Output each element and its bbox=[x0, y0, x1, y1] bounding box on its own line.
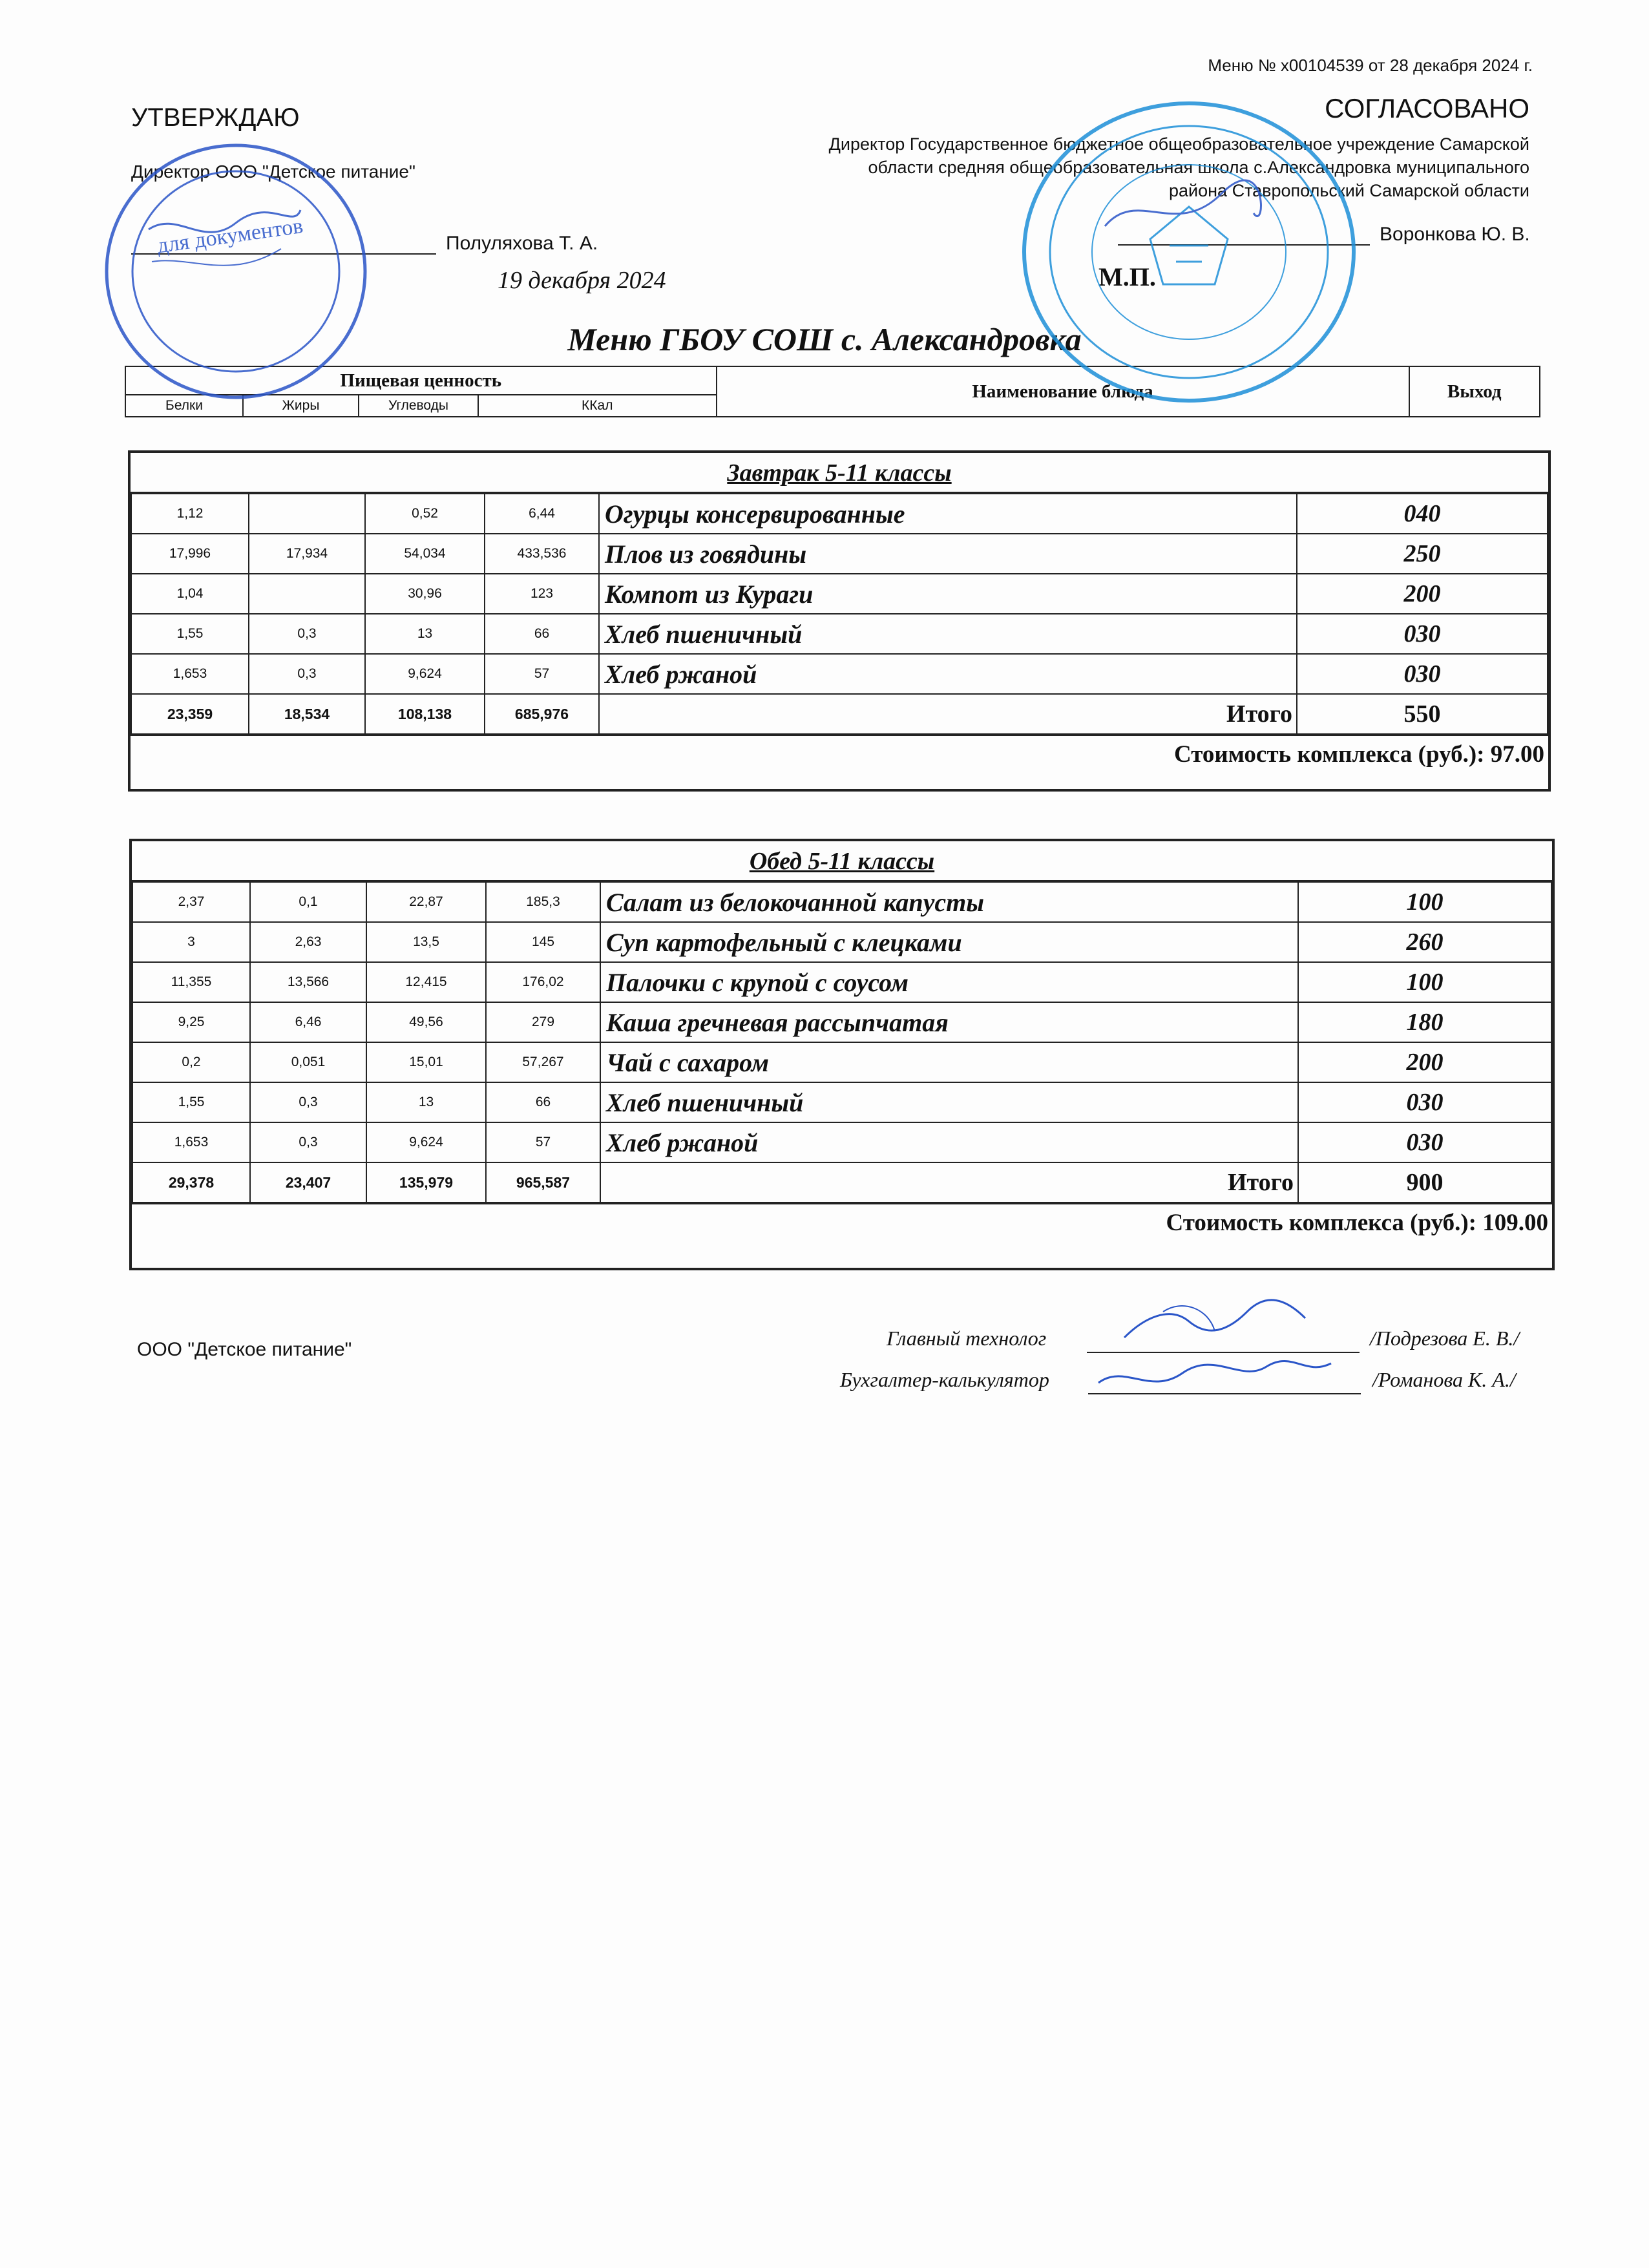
dish-name: Огурцы консервированные bbox=[599, 494, 1297, 534]
proteins-cell: 11,355 bbox=[132, 962, 250, 1002]
breakfast-section bbox=[128, 450, 1551, 792]
fats-cell: 0,1 bbox=[250, 882, 366, 922]
dish-name: Салат из белокочанной капусты bbox=[600, 882, 1298, 922]
yield-cell: 030 bbox=[1298, 1082, 1551, 1122]
total-fats: 23,407 bbox=[250, 1162, 366, 1202]
yield-cell: 030 bbox=[1297, 654, 1548, 694]
carbs-cell: 0,52 bbox=[365, 494, 485, 534]
fats-cell: 0,051 bbox=[250, 1042, 366, 1082]
table-row bbox=[132, 1002, 1551, 1042]
kcal-cell: 6,44 bbox=[485, 494, 599, 534]
table-row bbox=[132, 1082, 1551, 1122]
yield-cell: 030 bbox=[1298, 1122, 1551, 1162]
document-number: Меню № х00104539 от 28 декабря 2024 г. bbox=[1208, 56, 1533, 75]
total-yield: 900 bbox=[1298, 1162, 1551, 1202]
agree-role-line-1: Директор Государственное бюджетное общеобразовательное учреждение Самарской bbox=[828, 134, 1529, 154]
kcal-header: ККал bbox=[478, 395, 717, 417]
lunch-cost: Стоимость комплекса (руб.): 109.00 bbox=[132, 1203, 1552, 1241]
breakfast-title: Завтрак 5-11 классы bbox=[131, 453, 1548, 493]
proteins-cell: 3 bbox=[132, 922, 250, 962]
carbs-header: Углеводы bbox=[359, 395, 478, 417]
carbs-cell: 54,034 bbox=[365, 534, 485, 574]
lunch-section bbox=[129, 839, 1555, 1270]
total-label: Итого bbox=[599, 694, 1297, 734]
dish-name: Хлеб ржаной bbox=[600, 1122, 1298, 1162]
kcal-cell: 57 bbox=[485, 654, 599, 694]
fats-cell: 17,934 bbox=[249, 534, 365, 574]
dish-header: Наименование блюда bbox=[717, 366, 1409, 417]
proteins-cell: 9,25 bbox=[132, 1002, 250, 1042]
table-row bbox=[131, 574, 1548, 614]
kcal-cell: 57,267 bbox=[486, 1042, 600, 1082]
kcal-cell: 66 bbox=[485, 614, 599, 654]
breakfast-cost: Стоимость комплекса (руб.): 97.00 bbox=[131, 735, 1548, 773]
kcal-cell: 123 bbox=[485, 574, 599, 614]
yield-cell: 180 bbox=[1298, 1002, 1551, 1042]
table-row bbox=[131, 494, 1548, 534]
proteins-cell: 1,653 bbox=[131, 654, 249, 694]
fats-cell: 6,46 bbox=[250, 1002, 366, 1042]
kcal-cell: 185,3 bbox=[486, 882, 600, 922]
accountant-name: /Романова К. А./ bbox=[1372, 1368, 1516, 1391]
agree-name: Воронкова Ю. В. bbox=[1380, 224, 1530, 245]
total-kcal: 965,587 bbox=[486, 1162, 600, 1202]
dish-name: Чай с сахаром bbox=[600, 1042, 1298, 1082]
table-row bbox=[132, 1042, 1551, 1082]
yield-cell: 030 bbox=[1297, 614, 1548, 654]
technologist-signature-icon bbox=[1086, 1292, 1357, 1402]
approve-heading: УТВЕРЖДАЮ bbox=[131, 103, 300, 132]
fats-cell: 2,63 bbox=[250, 922, 366, 962]
carbs-cell: 12,415 bbox=[366, 962, 486, 1002]
proteins-cell: 1,55 bbox=[131, 614, 249, 654]
dish-name: Хлеб ржаной bbox=[599, 654, 1297, 694]
yield-cell: 200 bbox=[1298, 1042, 1551, 1082]
carbs-cell: 15,01 bbox=[366, 1042, 486, 1082]
approve-date: 19 декабря 2024 bbox=[498, 267, 666, 294]
technologist-name: /Подрезова Е. В./ bbox=[1370, 1327, 1520, 1350]
total-proteins: 29,378 bbox=[132, 1162, 250, 1202]
proteins-cell: 1,653 bbox=[132, 1122, 250, 1162]
carbs-cell: 49,56 bbox=[366, 1002, 486, 1042]
agree-role-line-2: области средняя общеобразовательная школа с.Александровка муниципального bbox=[868, 158, 1529, 177]
fats-cell: 0,3 bbox=[250, 1082, 366, 1122]
dish-name: Компот из Кураги bbox=[599, 574, 1297, 614]
breakfast-table bbox=[131, 493, 1548, 735]
yield-cell: 040 bbox=[1297, 494, 1548, 534]
fats-cell: 0,3 bbox=[249, 654, 365, 694]
yield-header: Выход bbox=[1409, 366, 1540, 417]
carbs-cell: 30,96 bbox=[365, 574, 485, 614]
fats-cell bbox=[249, 574, 365, 614]
table-row bbox=[132, 922, 1551, 962]
seal-place-label: М.П. bbox=[1098, 262, 1156, 291]
dish-name: Хлеб пшеничный bbox=[600, 1082, 1298, 1122]
approve-name: Полуляхова Т. А. bbox=[446, 233, 598, 254]
kcal-cell: 279 bbox=[486, 1002, 600, 1042]
fats-cell: 13,566 bbox=[250, 962, 366, 1002]
total-label: Итого bbox=[600, 1162, 1298, 1202]
carbs-cell: 13 bbox=[366, 1082, 486, 1122]
dish-name: Каша гречневая рассыпчатая bbox=[600, 1002, 1298, 1042]
table-row bbox=[131, 534, 1548, 574]
total-row bbox=[131, 694, 1548, 734]
total-kcal: 685,976 bbox=[485, 694, 599, 734]
approve-role: Директор ООО "Детское питание" bbox=[131, 162, 415, 182]
school-stamp-icon bbox=[1008, 90, 1370, 414]
proteins-cell: 0,2 bbox=[132, 1042, 250, 1082]
yield-cell: 250 bbox=[1297, 534, 1548, 574]
total-fats: 18,534 bbox=[249, 694, 365, 734]
nutrition-header: Пищевая ценность bbox=[125, 366, 717, 395]
total-yield: 550 bbox=[1297, 694, 1548, 734]
accountant-label: Бухгалтер-калькулятор bbox=[840, 1368, 1049, 1391]
dish-name: Суп картофельный с клецками bbox=[600, 922, 1298, 962]
yield-cell: 100 bbox=[1298, 882, 1551, 922]
total-carbs: 135,979 bbox=[366, 1162, 486, 1202]
carbs-cell: 9,624 bbox=[365, 654, 485, 694]
carbs-cell: 22,87 bbox=[366, 882, 486, 922]
yield-cell: 200 bbox=[1297, 574, 1548, 614]
proteins-cell: 1,55 bbox=[132, 1082, 250, 1122]
page-title: Меню ГБОУ СОШ с. Александровка bbox=[567, 321, 1082, 357]
proteins-cell: 2,37 bbox=[132, 882, 250, 922]
total-row bbox=[132, 1162, 1551, 1202]
lunch-title: Обед 5-11 классы bbox=[132, 841, 1552, 881]
kcal-cell: 66 bbox=[486, 1082, 600, 1122]
total-proteins: 23,359 bbox=[131, 694, 249, 734]
agree-heading: СОГЛАСОВАНО bbox=[1325, 93, 1529, 123]
dish-name: Палочки с крупой с соусом bbox=[600, 962, 1298, 1002]
fats-cell: 0,3 bbox=[249, 614, 365, 654]
kcal-cell: 145 bbox=[486, 922, 600, 962]
technologist-label: Главный технолог bbox=[887, 1327, 1047, 1350]
table-row bbox=[132, 882, 1551, 922]
lunch-table bbox=[132, 881, 1552, 1203]
fats-cell bbox=[249, 494, 365, 534]
kcal-cell: 433,536 bbox=[485, 534, 599, 574]
table-row bbox=[132, 1122, 1551, 1162]
dish-name: Хлеб пшеничный bbox=[599, 614, 1297, 654]
table-row bbox=[131, 654, 1548, 694]
total-carbs: 108,138 bbox=[365, 694, 485, 734]
proteins-cell: 1,04 bbox=[131, 574, 249, 614]
proteins-cell: 17,996 bbox=[131, 534, 249, 574]
table-row bbox=[131, 614, 1548, 654]
dish-name: Плов из говядины bbox=[599, 534, 1297, 574]
carbs-cell: 9,624 bbox=[366, 1122, 486, 1162]
kcal-cell: 176,02 bbox=[486, 962, 600, 1002]
proteins-cell: 1,12 bbox=[131, 494, 249, 534]
proteins-header: Белки bbox=[125, 395, 243, 417]
company-stamp-icon bbox=[87, 132, 391, 410]
yield-cell: 100 bbox=[1298, 962, 1551, 1002]
agree-role-line-3: района Ставропольский Самарской области bbox=[1169, 181, 1529, 200]
fats-cell: 0,3 bbox=[250, 1122, 366, 1162]
yield-cell: 260 bbox=[1298, 922, 1551, 962]
kcal-cell: 57 bbox=[486, 1122, 600, 1162]
carbs-cell: 13 bbox=[365, 614, 485, 654]
table-row bbox=[132, 962, 1551, 1002]
company-name: ООО "Детское питание" bbox=[137, 1339, 352, 1360]
fats-header: Жиры bbox=[243, 395, 359, 417]
stamp-text: для документов bbox=[155, 214, 305, 258]
carbs-cell: 13,5 bbox=[366, 922, 486, 962]
